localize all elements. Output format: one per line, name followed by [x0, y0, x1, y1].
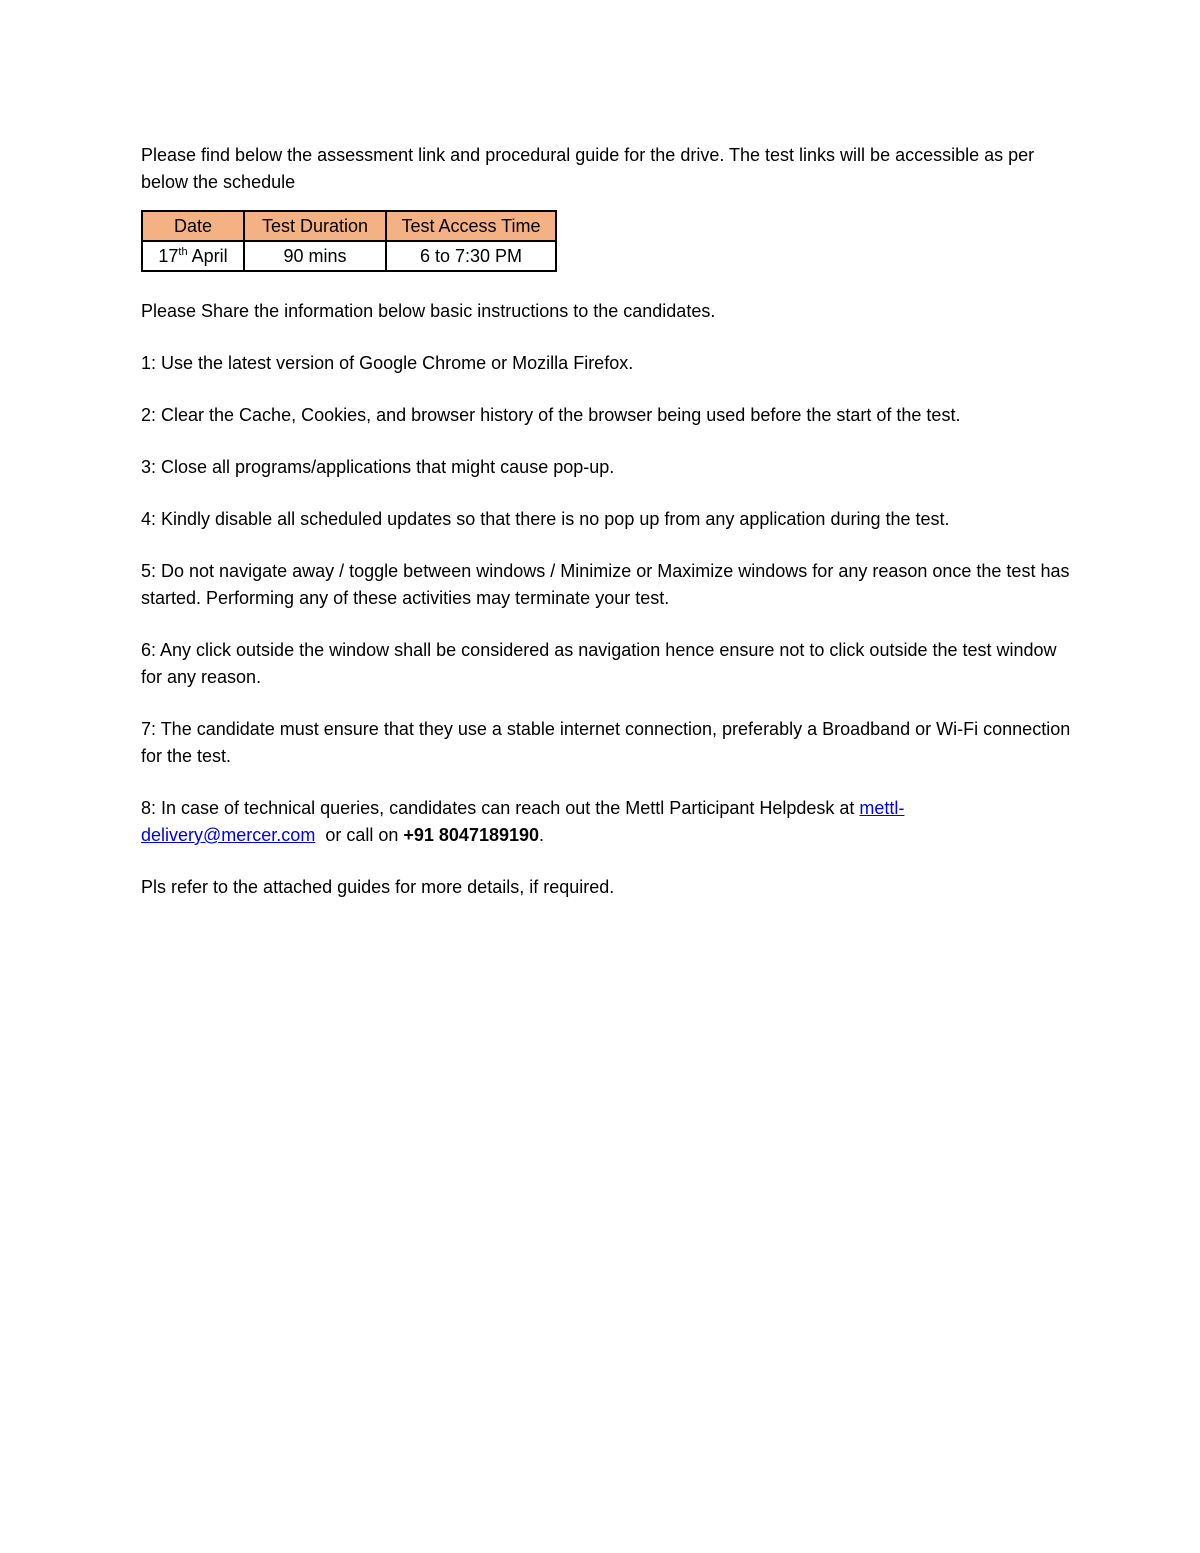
helpdesk-middle: or call on	[315, 825, 404, 845]
instruction-2: 2: Clear the Cache, Cookies, and browser history of the browser being used before the start of the test.	[141, 405, 961, 425]
instruction-5: 5: Do not navigate away / toggle between windows / Minimize or Maximize windows for any reason once the test has started. Performing any of these activities may terminate your test.	[141, 561, 1070, 608]
cell-date	[142, 241, 244, 271]
instruction-7: 7: The candidate must ensure that they use a stable internet connection, preferably a Broadband or Wi-Fi connection for the test.	[141, 719, 1071, 766]
helpdesk-phone: +91 8047189190	[403, 825, 540, 845]
date-day: 17	[158, 245, 179, 266]
cell-duration: 90 mins	[244, 241, 386, 271]
share-note: Please Share the information below basic instructions to the candidates.	[141, 301, 716, 321]
document-page	[141, 142, 1071, 926]
instruction-3: 3: Close all programs/applications that might cause pop-up.	[141, 457, 615, 477]
schedule-header-row	[142, 211, 556, 241]
header-test-duration: Test Duration	[244, 211, 386, 241]
header-test-access-time: Test Access Time	[386, 211, 556, 241]
intro-text: Please find below the assessment link and procedural guide for the drive. The test links will be accessible as per below the schedule	[141, 145, 1035, 192]
date-suffix: th	[178, 245, 188, 258]
schedule-table	[141, 210, 557, 272]
instruction-1: 1: Use the latest version of Google Chrome or Mozilla Firefox.	[141, 353, 634, 373]
date-month: April	[187, 245, 228, 266]
helpdesk-email-link[interactable]: mettl-delivery@mercer.com	[141, 798, 905, 845]
instruction-6: 6: Any click outside the window shall be considered as navigation hence ensure not to click outside the test window for any reason.	[141, 640, 1057, 687]
schedule-row	[142, 241, 556, 271]
header-date: Date	[142, 211, 244, 241]
cell-access-time: 6 to 7:30 PM	[386, 241, 556, 271]
footer-note: Pls refer to the attached guides for more details, if required.	[141, 877, 615, 897]
instruction-8-helpdesk	[141, 795, 1071, 849]
instruction-4: 4: Kindly disable all scheduled updates so that there is no pop up from any application during the test.	[141, 509, 950, 529]
helpdesk-suffix: .	[539, 825, 545, 845]
helpdesk-prefix: 8: In case of technical queries, candidates can reach out the Mettl Participant Helpdesk at	[141, 798, 860, 818]
